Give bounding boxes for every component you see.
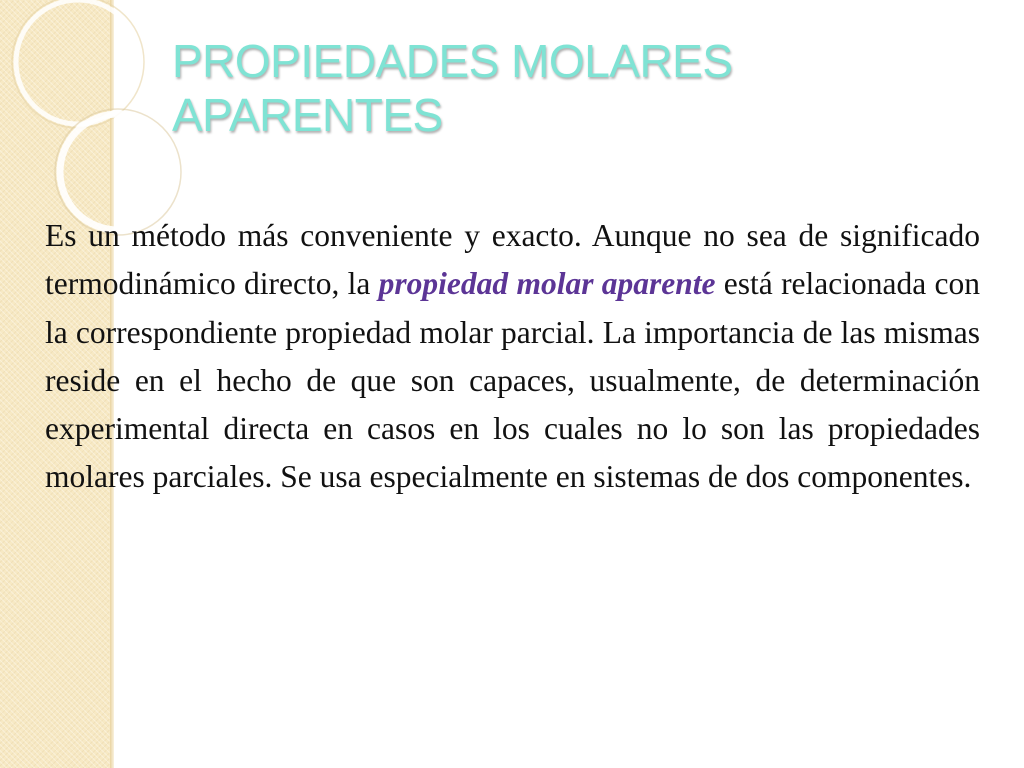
title-line-2: APARENTES	[172, 89, 443, 141]
paragraph-text-part-1: Es un método más conveniente y exacto. Aunque no sea de significado termodinámico directo, la	[45, 218, 980, 302]
body-paragraph	[45, 212, 980, 502]
paragraph-text-part-2: está relacionada con la correspondiente propiedad molar parcial. La importancia de las mismas reside en el hecho de que son capaces, usualmente, de determinación experimental directa en casos en los cuales no lo son las propiedades molares parciales. Se usa especialmente en sistemas de dos componentes.	[45, 266, 980, 495]
slide-title	[172, 34, 992, 142]
emphasized-term: propiedad molar aparente	[378, 266, 716, 302]
title-line-1: PROPIEDADES MOLARES	[172, 35, 733, 87]
